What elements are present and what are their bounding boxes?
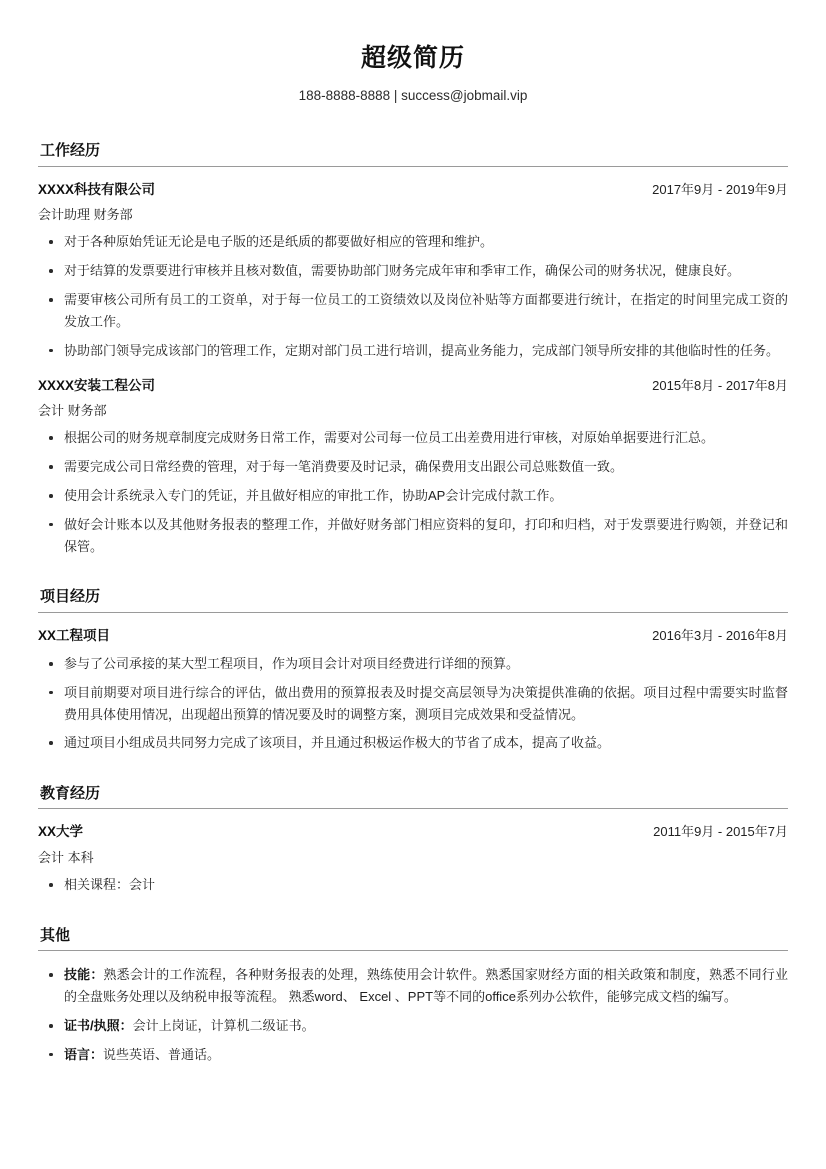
bullet-item: 需要完成公司日常经费的管理，对于每一笔消费要及时记录，确保费用支出跟公司总账数值一致。 [38,456,788,478]
entry [38,180,788,362]
entry-subtitle: 会计 财务部 [38,402,107,418]
section-divider [38,166,788,167]
section-work-experience [38,141,788,557]
section-divider [38,950,788,951]
contact-line: 188-8888-8888 | success@jobmail.vip [298,87,528,103]
bullet-item: 项目前期要对项目进行综合的评估，做出费用的预算报表及时提交高层领导为决策提供准确的依据。项目过程中需要实时监督费用具体使用情况，出现超出预算的情况要及时的调整方案，测项目完成效果和受益情况。 [38,682,788,726]
section-divider [38,808,788,809]
section-title: 工作经历 [40,142,101,160]
section-title: 教育经历 [40,785,101,803]
entry-subtitle: 会计助理 财务部 [38,206,133,222]
bullet-item: 协助部门领导完成该部门的管理工作，定期对部门员工进行培训，提高业务能力，完成部门领导所安排的其他临时性的任务。 [38,340,788,362]
bullet-item: 对于各种原始凭证无论是电子版的还是纸质的都要做好相应的管理和维护。 [38,231,788,253]
bullet-item: 需要审核公司所有员工的工资单，对于每一位员工的工资绩效以及岗位补贴等方面都要进行统计，在指定的时间里完成工资的发放工作。 [38,289,788,333]
bullet-item: 做好会计账本以及其他财务报表的整理工作，并做好财务部门相应资料的复印，打印和归档，对于发票要进行购领，并登记和保管。 [38,514,788,558]
bullet-item [38,964,788,1008]
entry-date: 2015年8月 - 2017年8月 [652,377,788,393]
section-other [38,926,788,1066]
bullet-item [38,1015,788,1037]
bullet-item: 根据公司的财务规章制度完成财务日常工作，需要对公司每一位员工出差费用进行审核，对原始单据要进行汇总。 [38,427,788,449]
section-title: 项目经历 [40,588,101,606]
entry [38,822,788,896]
entry-date: 2016年3月 - 2016年8月 [652,627,788,643]
bullet-text: 熟悉会计的工作流程，各种财务报表的处理，熟练使用会计软件。熟悉国家财经方面的相关政策和制度，熟悉不同行业的全盘账务处理以及纳税申报等流程。 熟悉word、 Excel 、PPT等不同的office系列办公软件，能够完成文档的编写。 [64,967,788,1005]
entry [38,626,788,755]
bullet-item: 参与了公司承接的某大型工程项目，作为项目会计对项目经费进行详细的预算。 [38,653,788,675]
entry-header [38,626,788,646]
entry-subtitle: 会计 本科 [38,849,94,865]
entry-date: 2017年9月 - 2019年9月 [652,181,788,197]
bullet-text: 会计上岗证，计算机二级证书。 [132,1017,315,1033]
resume-header [38,34,788,105]
bullet-list [38,231,788,361]
section-title: 其他 [40,927,71,945]
bullet-list [38,427,788,557]
bullet-item: 对于结算的发票要进行审核并且核对数值，需要协助部门财务完成年审和季审工作，确保公司的财务状况，健康良好。 [38,260,788,282]
entry-date: 2011年9月 - 2015年7月 [653,824,788,840]
entry [38,964,788,1065]
bullet-label: 证书/执照： [64,1017,133,1033]
section-education [38,784,788,896]
entry-title: XXXX科技有限公司 [38,181,156,197]
bullet-label: 技能： [64,967,104,983]
bullet-label: 语言： [64,1046,104,1062]
resume-sections [38,141,788,1065]
section-divider [38,612,788,613]
bullet-item: 通过项目小组成员共同努力完成了该项目，并且通过积极运作极大的节省了成本，提高了收益。 [38,732,788,754]
bullet-list [38,653,788,754]
bullet-list [38,964,788,1065]
entry [38,376,788,558]
bullet-item: 使用会计系统录入专门的凭证，并且做好相应的审批工作，协助AP会计完成付款工作。 [38,485,788,507]
entry-title: XX大学 [38,824,84,840]
page-title: 超级简历 [360,44,465,72]
bullet-item [38,1044,788,1066]
entry-header [38,822,788,842]
bullet-text: 说些英语、普通话。 [103,1046,221,1062]
section-project-experience [38,587,788,754]
entry-title: XX工程项目 [38,627,111,643]
bullet-item: 相关课程：会计 [38,874,788,896]
bullet-list [38,874,788,896]
entry-title: XXXX安装工程公司 [38,377,156,393]
entry-header [38,376,788,396]
entry-header [38,180,788,200]
